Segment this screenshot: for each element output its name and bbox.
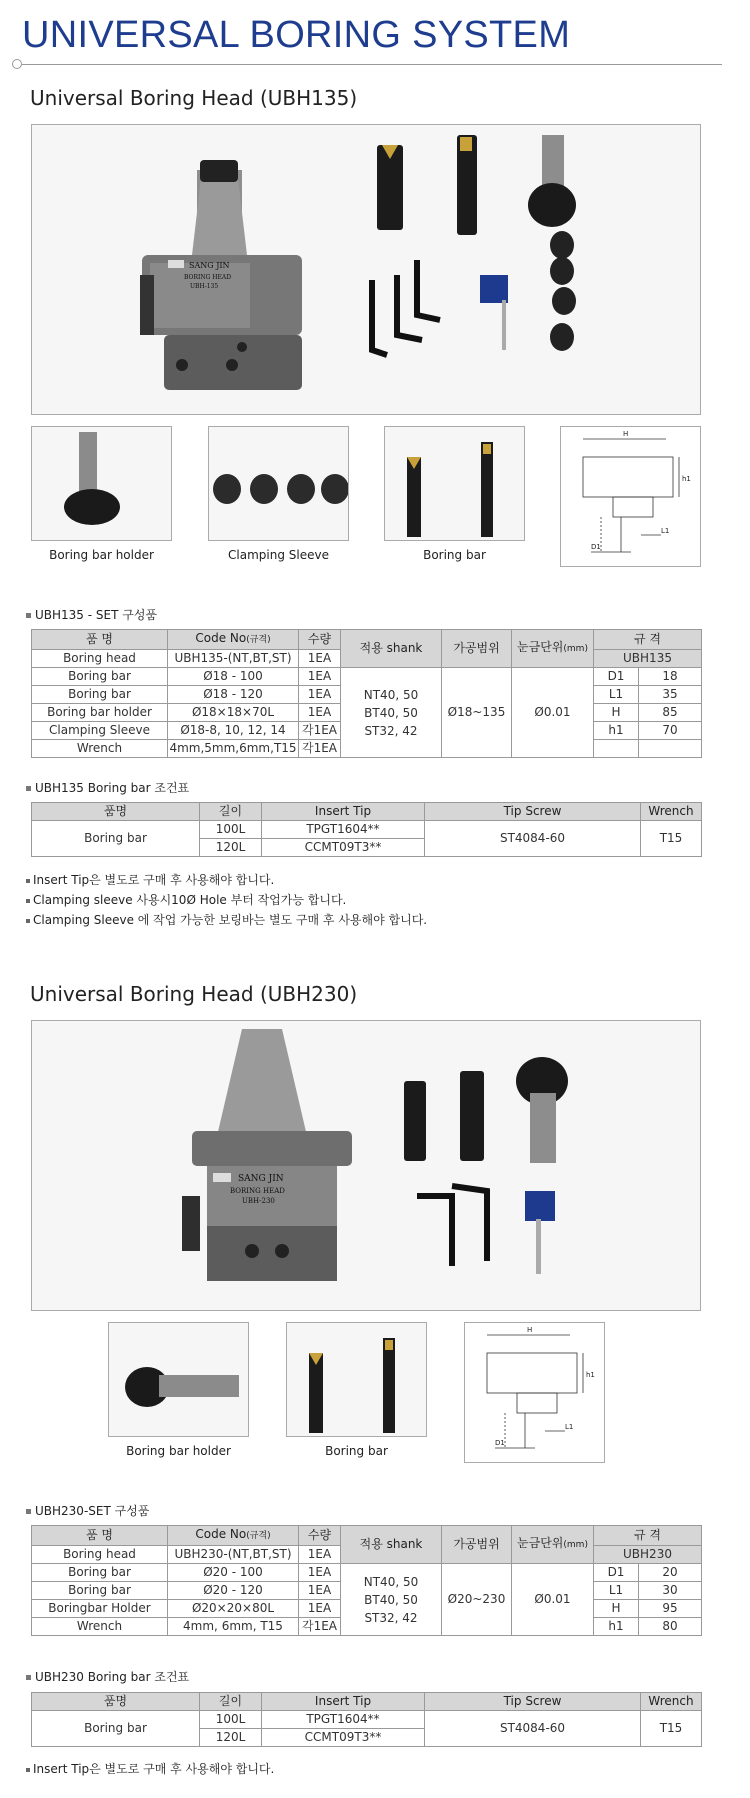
ubh135-sleeve-photo [208,426,349,541]
drawing-label-l1: L1 [565,1423,574,1431]
ubh230-dimension-drawing [464,1322,605,1463]
dim-value: 95 [639,1600,702,1618]
ubh135-bar-photo [384,426,525,541]
dim-key: h1 [594,1618,639,1636]
product-label-line: BORING HEAD [184,274,232,281]
scale-cell: Ø0.01 [512,1564,594,1636]
table-cell: Boring bar [32,1711,200,1747]
dim-key: D1 [594,668,639,686]
col-spec: 규 격 [594,1526,702,1546]
table-cell: 1EA [299,1546,341,1564]
table-cell: ST4084-60 [425,1711,641,1747]
spec-model: UBH135 [594,650,702,668]
drawing-label-h1: h1 [586,1371,595,1379]
table-cell: 1EA [299,686,341,704]
table-cell: Ø18-8, 10, 12, 14 [168,722,299,740]
table-cell: Boring head [32,1546,168,1564]
ubh135-main-photo [31,124,701,415]
col-length: 길이 [200,1693,262,1711]
table-cell: Ø20×20×80L [168,1600,299,1618]
table-cell: Ø20 - 100 [168,1564,299,1582]
ubh135-dimension-drawing [560,426,701,567]
drawing-label-d1: D1 [495,1439,505,1447]
table-cell: Boring bar [32,686,168,704]
ubh230-bar-photo [286,1322,427,1437]
ubh135-note-1: Insert Tip은 별도로 구매 후 사용해야 합니다. [26,871,274,888]
product-label-brand: SANG JIN [189,261,230,270]
table-cell: 각1EA [299,740,341,758]
table-cell: TPGT1604** [262,1711,425,1729]
table-cell: Boring head [32,650,168,668]
col-wrench: Wrench [641,803,702,821]
dim-value: 35 [639,686,702,704]
ubh230-bar-table [31,1692,702,1747]
table-cell: Boring bar holder [32,704,168,722]
col-name: 품 명 [32,1526,168,1546]
ubh135-heading: Universal Boring Head (UBH135) [30,86,358,110]
table-cell: 1EA [299,1564,341,1582]
ubh135-note-2: Clamping sleeve 사용시10Ø Hole 부터 작업가능 합니다. [26,891,346,908]
table-cell: T15 [641,821,702,857]
dim-value: 85 [639,704,702,722]
table-cell [594,740,639,758]
col-spec: 규 격 [594,630,702,650]
table-cell: Boring bar [32,1564,168,1582]
shank-cell: NT40, 50 BT40, 50 ST32, 42 [341,668,442,758]
table-cell: 1EA [299,650,341,668]
ubh230-heading: Universal Boring Head (UBH230) [30,982,358,1006]
table-cell: 4mm, 6mm, T15 [168,1618,299,1636]
ubh230-set-title: UBH230-SET 구성품 [26,1502,149,1519]
ubh135-note-3: Clamping Sleeve 에 작업 가능한 보링바는 별도 구매 후 사용해야 합니다. [26,911,427,928]
table-cell: UBH135-(NT,BT,ST) [168,650,299,668]
product-label-model: UBH-230 [242,1197,275,1205]
product-label-line: BORING HEAD [230,1187,285,1195]
table-cell: Boring bar [32,668,168,686]
ubh135-bar-title: UBH135 Boring bar 조건표 [26,779,189,796]
table-cell: Ø18×18×70L [168,704,299,722]
col-name: 품 명 [32,630,168,650]
dim-key: L1 [594,686,639,704]
table-cell: 1EA [299,668,341,686]
col-scale: 눈금단위(mm) [512,1526,594,1564]
col-name: 품명 [32,803,200,821]
table-cell: CCMT09T3** [262,839,425,857]
drawing-label-l1: L1 [661,527,670,535]
col-scale: 눈금단위(mm) [512,630,594,668]
dim-value: 80 [639,1618,702,1636]
col-insert-tip: Insert Tip [262,803,425,821]
drawing-label-d1: D1 [591,543,601,551]
table-cell: Clamping Sleeve [32,722,168,740]
ubh135-set-title: UBH135 - SET 구성품 [26,606,157,623]
dim-key: H [594,704,639,722]
table-cell: 100L [200,1711,262,1729]
ubh135-holder-caption: Boring bar holder [49,548,154,562]
ubh230-set-table [31,1525,702,1636]
ubh230-note-1: Insert Tip은 별도로 구매 후 사용해야 합니다. [26,1760,274,1777]
table-cell: Ø18 - 120 [168,686,299,704]
dim-key: D1 [594,1564,639,1582]
product-label-model: UBH-135 [190,283,219,290]
table-cell: Boring bar [32,1582,168,1600]
col-tip-screw: Tip Screw [425,803,641,821]
page-title: UNIVERSAL BORING SYSTEM [22,14,571,56]
drawing-label-h1: h1 [682,475,691,483]
col-insert-tip: Insert Tip [262,1693,425,1711]
ubh135-holder-photo [31,426,172,541]
col-tip-screw: Tip Screw [425,1693,641,1711]
table-cell: 100L [200,821,262,839]
dim-value: 70 [639,722,702,740]
col-qty: 수량 [299,1526,341,1546]
ubh230-holder-photo [108,1322,249,1437]
col-range: 가공범위 [442,630,512,668]
col-code: Code No(규격) [168,1526,299,1546]
col-wrench: Wrench [641,1693,702,1711]
table-cell: T15 [641,1711,702,1747]
table-cell: 각1EA [299,722,341,740]
table-cell: Ø20 - 120 [168,1582,299,1600]
shank-cell: NT40, 50 BT40, 50 ST32, 42 [341,1564,442,1636]
ubh230-bar-title: UBH230 Boring bar 조건표 [26,1668,189,1685]
title-divider [22,64,722,65]
table-cell: ST4084-60 [425,821,641,857]
title-divider-dot [12,59,22,69]
ubh230-bar-caption: Boring bar [325,1444,388,1458]
spec-model: UBH230 [594,1546,702,1564]
table-cell [639,740,702,758]
table-cell: Wrench [32,1618,168,1636]
table-cell: UBH230-(NT,BT,ST) [168,1546,299,1564]
table-cell: TPGT1604** [262,821,425,839]
col-code: Code No(규격) [168,630,299,650]
dim-key: L1 [594,1582,639,1600]
table-cell: Boringbar Holder [32,1600,168,1618]
col-shank: 적용 shank [341,1526,442,1564]
product-label-brand: SANG JIN [238,1174,284,1184]
ubh230-holder-caption: Boring bar holder [126,1444,231,1458]
ubh135-set-table [31,629,702,758]
ubh135-bar-table [31,802,702,857]
ubh135-sleeve-caption: Clamping Sleeve [228,548,329,562]
scale-cell: Ø0.01 [512,668,594,758]
col-qty: 수량 [299,630,341,650]
table-cell: Ø18 - 100 [168,668,299,686]
range-cell: Ø20~230 [442,1564,512,1636]
drawing-label-h: H [527,1326,533,1334]
table-cell: 1EA [299,1582,341,1600]
table-cell: CCMT09T3** [262,1729,425,1747]
col-shank: 적용 shank [341,630,442,668]
table-cell: 각1EA [299,1618,341,1636]
table-cell: 1EA [299,704,341,722]
table-cell: 120L [200,1729,262,1747]
table-cell: 120L [200,839,262,857]
ubh230-main-photo [31,1020,701,1311]
dim-value: 30 [639,1582,702,1600]
dim-key: h1 [594,722,639,740]
dim-value: 18 [639,668,702,686]
col-length: 길이 [200,803,262,821]
table-cell: 4mm,5mm,6mm,T15 [168,740,299,758]
drawing-label-h: H [623,430,629,438]
col-name: 품명 [32,1693,200,1711]
table-cell: Boring bar [32,821,200,857]
col-range: 가공범위 [442,1526,512,1564]
range-cell: Ø18~135 [442,668,512,758]
ubh135-bar-caption: Boring bar [423,548,486,562]
table-cell: 1EA [299,1600,341,1618]
dim-key: H [594,1600,639,1618]
dim-value: 20 [639,1564,702,1582]
table-cell: Wrench [32,740,168,758]
